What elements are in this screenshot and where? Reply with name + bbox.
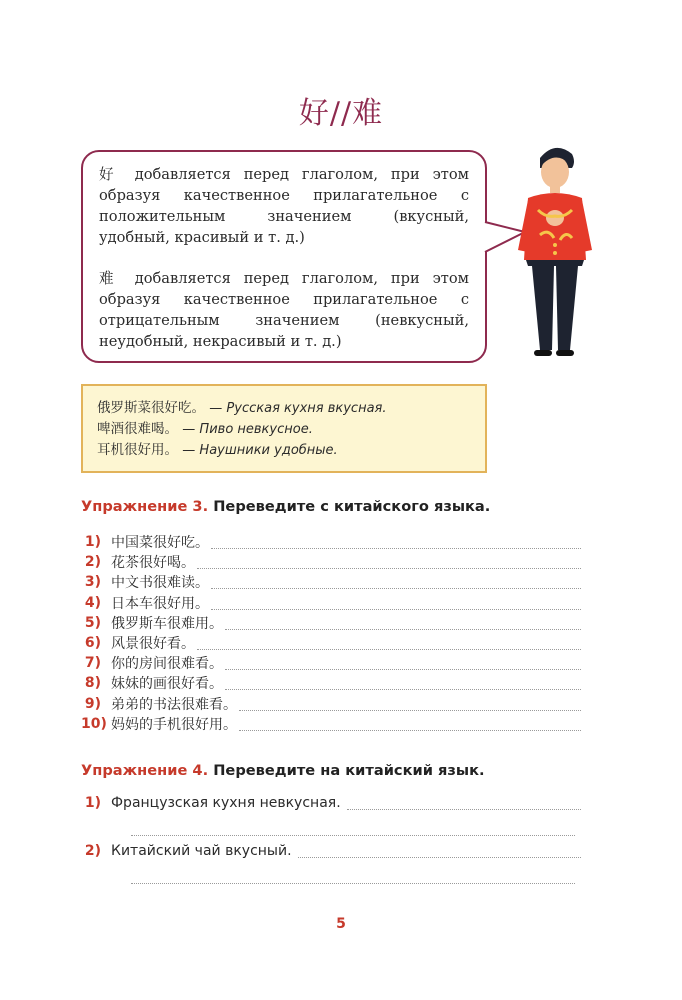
- answer-line[interactable]: [211, 575, 581, 589]
- list-item: [81, 653, 581, 673]
- exercise-4-label: Упражнение 4.: [81, 762, 209, 779]
- exercise-3-task: Переведите с китайского языка.: [213, 498, 491, 515]
- list-item: [81, 840, 581, 862]
- example-line: [97, 398, 473, 419]
- item-text: 弟弟的书法很难看。: [111, 696, 237, 713]
- answer-line[interactable]: [298, 844, 581, 858]
- answer-line[interactable]: [131, 862, 575, 884]
- example-line: [97, 440, 473, 461]
- answer-line[interactable]: [239, 697, 581, 711]
- answer-line[interactable]: [347, 796, 581, 810]
- answer-line[interactable]: [239, 717, 581, 731]
- example-chinese: 俄罗斯菜很好吃。: [97, 400, 205, 416]
- item-text: 俄罗斯车很难用。: [111, 615, 223, 632]
- answer-line[interactable]: [197, 636, 581, 650]
- list-item: [81, 714, 581, 734]
- answer-line[interactable]: [211, 596, 581, 610]
- item-text: 风景很好看。: [111, 636, 195, 653]
- list-item: [81, 552, 581, 572]
- example-translation: — Русская кухня вкусная.: [209, 401, 387, 416]
- example-translation: — Пиво невкусное.: [182, 422, 313, 437]
- list-item: [81, 572, 581, 592]
- exercise-3-heading: [81, 498, 490, 515]
- item-number: 5): [84, 614, 101, 631]
- item-text: 中文书很难读。: [111, 575, 209, 592]
- exercise-4-heading: [81, 762, 485, 779]
- exercise-3-label: Упражнение 3.: [81, 498, 209, 515]
- item-number: 2): [84, 554, 101, 571]
- example-translation: — Наушники удобные.: [182, 443, 338, 458]
- item-number: 4): [84, 594, 101, 611]
- list-item: [81, 694, 581, 714]
- item-text: 你的房间很难看。: [111, 656, 223, 673]
- answer-line[interactable]: [225, 616, 581, 630]
- example-box: [81, 384, 487, 473]
- answer-line[interactable]: [211, 535, 581, 549]
- example-line: [97, 419, 473, 440]
- exercise-3-list: [81, 532, 581, 734]
- item-text: 中国菜很好吃。: [111, 535, 209, 552]
- answer-line[interactable]: [225, 676, 581, 690]
- item-text: Французская кухня невкусная.: [111, 795, 341, 811]
- list-item: [81, 613, 581, 633]
- page-title: 好//难: [298, 96, 384, 131]
- item-number: 2): [84, 843, 101, 859]
- exercise-4-list: [81, 792, 581, 884]
- answer-line[interactable]: [225, 656, 581, 670]
- bubble-paragraph-hao: 好 добавляется перед глаголом, при этом образуя качественное прилагательное с положительным значением (вкусный, удобный, красивый и т. д.): [99, 166, 469, 246]
- chinese-man-illustration: [510, 140, 600, 370]
- list-item: [81, 593, 581, 613]
- item-number: 10): [81, 715, 107, 732]
- example-chinese: 啤酒很难喝。: [97, 421, 178, 437]
- exercise-4-task: Переведите на китайский язык.: [213, 762, 485, 779]
- item-number: 3): [84, 574, 101, 591]
- page-number: 5: [336, 916, 346, 932]
- speech-bubble: [81, 150, 487, 363]
- item-number: 7): [84, 655, 101, 672]
- list-item: [81, 792, 581, 814]
- example-chinese: 耳机很好用。: [97, 442, 178, 458]
- item-text: Китайский чай вкусный.: [111, 843, 292, 859]
- list-item: [81, 673, 581, 693]
- item-number: 6): [84, 635, 101, 652]
- bubble-paragraph-nan: 难 добавляется перед глаголом, при этом образуя качественное прилагательное с отрицательным значением (невкусный, неудобный, некрасивый и т. д.): [99, 270, 469, 350]
- item-text: 妹妹的画很好看。: [111, 676, 223, 693]
- answer-line[interactable]: [131, 814, 575, 836]
- answer-line[interactable]: [197, 555, 581, 569]
- item-number: 8): [84, 675, 101, 692]
- item-text: 妈妈的手机很好用。: [111, 716, 237, 733]
- list-item: [81, 532, 581, 552]
- item-number: 9): [84, 695, 101, 712]
- item-text: 花茶很好喝。: [111, 555, 195, 572]
- item-text: 日本车很好用。: [111, 595, 209, 612]
- item-number: 1): [84, 795, 101, 811]
- list-item: [81, 633, 581, 653]
- item-number: 1): [84, 534, 101, 551]
